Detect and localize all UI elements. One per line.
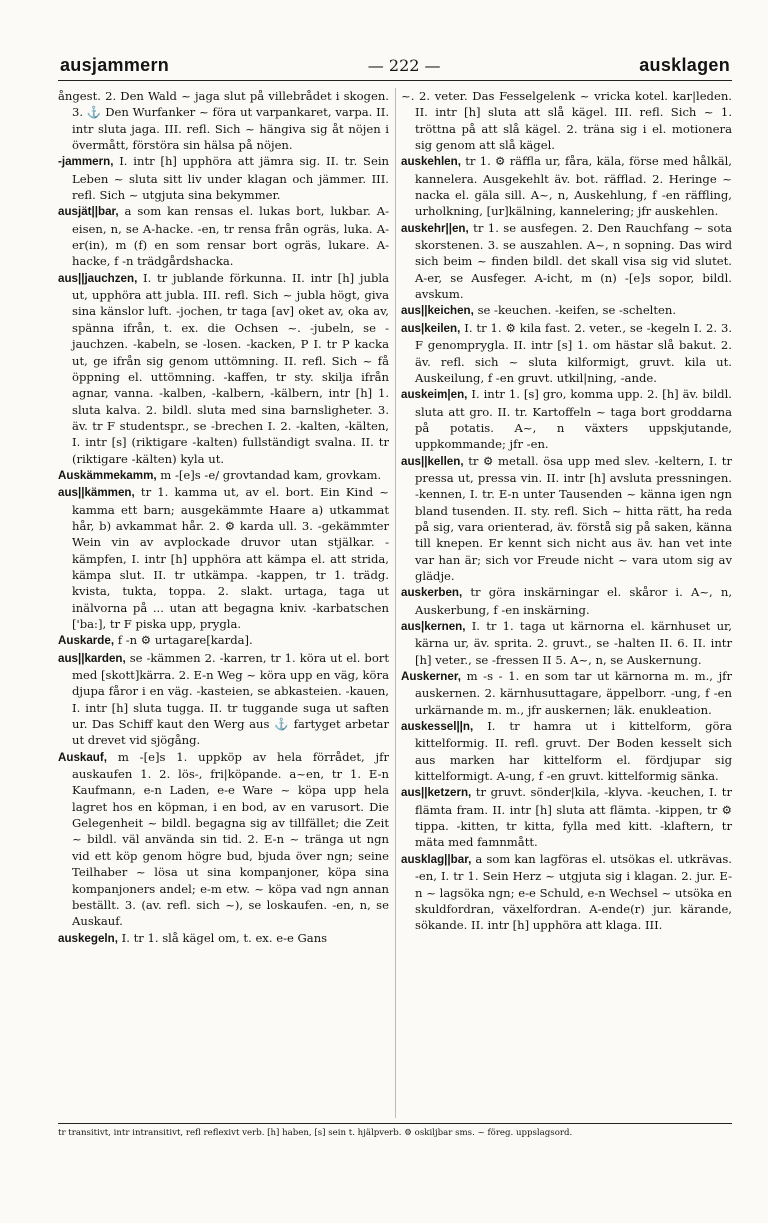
entry-headword: aus||keichen,: [401, 304, 474, 318]
dictionary-entry: [401, 386, 732, 452]
entry-definition: I. intr [h] upphöra att jämra sig. II. tr. Sein Leben ~ sluta sitt liv under klagan och jämmer. III. refl. Sich ~ utgjuta sina bekymmer.: [72, 154, 389, 203]
right-column: [401, 88, 732, 1213]
entry-headword: auskegeln,: [58, 931, 118, 945]
dictionary-entry: [401, 153, 732, 219]
entry-definition: I. tr 1. slå kägel om, t. ex. e-e Gans: [121, 930, 328, 945]
entry-definition: a som kan rensas el. lukas bort, lukbar. A-eisen, n, se A-hacke. -en, tr rensa från ogräs, luka. A-er(in), m (f) en som rensar bort ogräs, lukare. A-hacke, f -n trädgårdshacka.: [72, 204, 389, 269]
dictionary-entry: [401, 718, 732, 784]
entry-headword: aus|keilen,: [401, 321, 461, 335]
entry-headword: auskehlen,: [401, 155, 461, 169]
header-rule: [58, 80, 732, 81]
entry-headword: Auskarde,: [58, 634, 115, 648]
dictionary-entry: [58, 749, 389, 930]
abbreviation-legend: tr transitivt, intr intransitivt, refl reflexivt verb. [h] haben, [s] sein t. hjälpverb. ⚙ oskiljbar sms. ~ föreg. uppslagsord.: [58, 1128, 573, 1138]
dictionary-entry: [401, 220, 732, 303]
dictionary-entry: [401, 302, 732, 319]
dictionary-entry: [58, 203, 389, 269]
entry-definition: I. intr 1. [s] gro, komma upp. 2. [h] äv. bildl. sluta att gro. II. tr. Kartoffeln ~ taga bort groddarna på potatis. A~, n växters uppskjutande, uppkommande; jfr -en.: [415, 387, 732, 452]
dictionary-entry: [58, 632, 389, 649]
entry-definition: tr 1. se ausfegen. 2. Den Rauchfang ~ sota skorstenen. 3. se auszahlen. A~, n sopning. Das wird sich beim ~ finden bildl. det skall visa sig vid slutet. A-er, se Ausfeger. A-icht, m (n) -[e]s sopor, bildl. avskum.: [415, 220, 732, 302]
entry-headword: aus||ketzern,: [401, 786, 472, 800]
entry-headword: aus||kämmen,: [58, 486, 135, 500]
entry-definition: se -keuchen. -keifen, se -schelten.: [477, 303, 677, 318]
entry-definition: m -s - 1. en som tar ut kärnorna m. m., jfr auskernen. 2. kärnhusuttagare, äppelborr. -ung, f -en urkärnande m. m., jfr auskernen; läk. enukleation.: [415, 669, 732, 717]
dictionary-entry: [58, 467, 389, 484]
entry-definition: m -[e]s -e/ grovtandad kam, grovkam.: [160, 467, 382, 482]
entry-definition: f -n ⚙ urtagare[karda].: [117, 633, 253, 648]
entry-headword: aus||karden,: [58, 651, 126, 665]
dictionary-entry: [58, 650, 389, 749]
entry-headword: aus|kernen,: [401, 620, 466, 633]
dictionary-entry: [401, 851, 732, 934]
entry-definition: I. tr 1. ⚙ kila fast. 2. veter., se -kegeln I. 2. 3. F genomprygla. II. intr [s] 1. om hästar slå bakut. 2. äv. refl. sich ~ sluta kilformigt, gruvt. kila ut. Auskeilung, f -en gruvt. utkil|ning, -ande.: [415, 320, 732, 385]
entry-definition: a som kan lagföras el. utsökas el. utkrävas. -en, I. tr 1. Sein Herz ~ utgjuta sig i klagan. 2. jur. E-n ~ lagsöka ngn; e-e Schuld, e-n Wechsel ~ utsöka en skuldfordran, växelfordran. A-ende(r) jur. kärande, sökande. II. intr [h] upphöra att klaga. III.: [415, 851, 732, 933]
dictionary-entry: [401, 320, 732, 386]
dictionary-entry: [401, 453, 732, 585]
entry-headword: ausjät||bar,: [58, 205, 119, 219]
dictionary-entry: [401, 668, 732, 718]
entry-definition: I. tr hamra ut i kittelform, göra kittelformig. II. refl. gruvt. Der Boden kesselt sich aus marken har kittelform el. fördjupar sig kittelformigt. A-ung, f -en gruvt. kittelformig sänka.: [415, 719, 732, 784]
entry-definition: ~. 2. veter. Das Fesselgelenk ~ vricka kotel. kar|leden. II. intr [h] sluta att slå kägel. III. refl. Sich ~ 1. tröttna på att slå kägel. 2. träna sig i el. motionera sig genom att slå kägel.: [401, 89, 732, 153]
dictionary-entry: [58, 153, 389, 203]
entry-headword: aus||jauchzen,: [58, 271, 138, 285]
entry-definition: I. tr jublande förkunna. II. intr [h] jubla ut, upphöra att jubla. III. refl. Sich ~ jubla högt, giva sina känslor luft. -jochen, tr taga [av] oket av, oka av, spänna ifrån, t. ex. die Ochsen ~. -jubeln, se -jauchzen. -kabeln, se -losen. -kacken, P I. tr P kacka ut, ge ifrån sig genom uttömning. II. refl. Sich ~ få öppning el. uttömning. -kaffen, tr sty. skilja ifrån agnar, vanna. -kalben, -kalbern, -kälbern, intr [h] 1. sluta kalva. 2. bildl. sluta med sina barnsligheter. 3. äv. tr F studentspr., se -brechen I. 2. -kalten, -kälten, I. intr [s] (riktigare -kalten) fullständigt svalna. II. tr (riktigare -kälten) kyla ut.: [72, 270, 389, 466]
entry-definition: tr gruvt. sönder|kila, -klyva. -keuchen, I. tr flämta fram. II. intr [h] sluta att flämta. -kippen, tr ⚙ tippa. -kitten, tr kitta, fylla med kitt. -klaftern, tr mäta med famnmått.: [415, 785, 732, 850]
entry-headword: ausklag||bar,: [401, 852, 472, 866]
entry-definition: I. tr 1. taga ut kärnorna el. kärnhuset ur, kärna ur, äv. sprita. 2. gruvt., se -halten II. 6. II. intr [h] veter., se -fressen II 5. A~, n, se Auskernung.: [415, 619, 732, 667]
entry-definition: tr 1. kamma ut, av el. bort. Ein Kind ~ kamma ett barn; ausgekämmte Haare a) utkammat hår, b) avkammat hår. 2. ⚙ karda ull. 3. -gekämmter Wein vin av avplockade druvor utan stjälkar. -kämpfen, I. intr [h] upphöra att kämpa el. att strida, kämpa slut. II. tr utkämpa. -kappen, tr 1. trädg. kvista, tukta, toppa. 2. slakt. urtaga, taga ut inälvorna på ... utan att begagna kniv. -karbatschen ['ba:], tr F piska upp, prygla.: [72, 485, 389, 631]
entry-definition: tr 1. ⚙ räffla ur, fåra, käla, förse med hålkäl, kannelera. Ausgekehlt äv. bot. räfflad. 2. Heringe ~ nacka el. gäla sill. A~, n, Auskehlung, f -en räffling, urholkning, [ur]kälning, kannelering; jfr auskehlen.: [415, 154, 732, 219]
dictionary-entry: [58, 484, 389, 632]
dictionary-entry: [401, 584, 732, 618]
dictionary-entry: [401, 88, 732, 153]
entry-headword: auskeim|en,: [401, 388, 468, 402]
entry-definition: tr ⚙ metall. ösa upp med slev. -keltern, I. tr pressa ut, pressa vin. II. intr [h] avsluta pressningen. -kennen, I. tr. E-n unter Tausenden ~ känna igen ngn bland tusenden. II. sty. refl. Sich ~ hitta rätt, ha reda på sig, vara orienterad, äv. förstå sig på saken, känna till knepen. Er kennt sich nicht aus äv. han vet inte var han är; sich vor Freude nicht ~ vara utom sig av glädje.: [415, 453, 732, 583]
left-column: [58, 88, 389, 1213]
dictionary-entry: [58, 270, 389, 467]
entry-headword: Auskauf,: [58, 750, 107, 764]
page-header: [60, 50, 730, 80]
dictionary-entry: [58, 88, 389, 153]
page-number: — 222 —: [367, 55, 441, 75]
footer-rule: [58, 1123, 732, 1124]
entry-headword: -jammern,: [58, 155, 114, 169]
entry-headword: Auskerner,: [401, 670, 461, 684]
left-guide-word: ausjammern: [60, 54, 170, 75]
entry-columns: [58, 88, 732, 1213]
entry-definition: se -kämmen 2. -karren, tr 1. köra ut el. bort med [skott]kärra. 2. E-n Weg ~ köra upp en väg, köra djupa fåror i en väg. -kasteien, se abkasteien. -kauen, I. intr [h] sluta tugga. II. tr tuggande suga ut saften ur. Das Schiff kaut den Werg aus ⚓ fartyget arbetar ut drevet vid sjögång.: [72, 650, 389, 748]
entry-definition: ångest. 2. Den Wald ~ jaga slut på villebrådet i skogen. 3. ⚓ Den Wurfanker ~ föra ut varpankaret, varpa. II. intr sluta jaga. III. refl. Sich ~ hängiva sig åt nöjen i övermått, förstöra sin hälsa på nöjen.: [58, 89, 389, 153]
entry-definition: m -[e]s 1. uppköp av hela förrådet, jfr auskaufen 1. 2. lös-, fri|köpande. a~en, tr 1. E-n Kaufmann, e-n Laden, e-e Ware ~ köpa upp hela lagret hos en köpman, i en bod, av en varusort. Die Gelegenheit ~ bildl. begagna sig av tillfället; die Zeit ~ bildl. väl använda sin tid. 2. E-n ~ tränga ut ngn vid ett köp genom högre bud, bjuda över ngn; seine Teilhaber ~ lösa ut sina kompanjoner, köpa sina kompanjoners andel; e-m etw. ~ köpa vad ngn annan beställt. 3. (av. refl. sich ~), se loskaufen. -en, n, se Auskauf.: [72, 749, 389, 929]
dictionary-entry: [401, 784, 732, 850]
entry-headword: auskessel||n,: [401, 720, 474, 734]
right-guide-word: ausklagen: [639, 54, 730, 75]
dictionary-entry: [401, 618, 732, 668]
entry-headword: auskehr||en,: [401, 221, 469, 235]
entry-headword: aus||kellen,: [401, 454, 464, 468]
entry-definition: tr göra inskärningar el. skåror i. A~, n, Auskerbung, f -en inskärning.: [415, 585, 732, 617]
entry-headword: auskerben,: [401, 586, 463, 600]
entry-headword: Auskämmekamm,: [58, 468, 157, 482]
dictionary-entry: [58, 930, 389, 947]
